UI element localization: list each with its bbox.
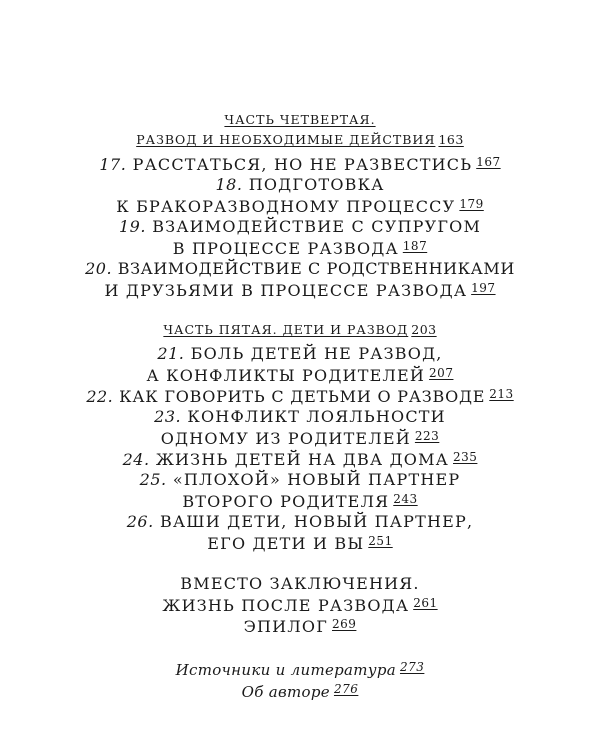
toc-entry-23[interactable] [0, 409, 600, 425]
part-four-label: ЧАСТЬ ЧЕТВЕРТАЯ. [224, 112, 376, 127]
page-number: 261 [413, 596, 438, 610]
author-title: Об авторе [241, 683, 330, 701]
chapter-title-continued: В ПРОЦЕССЕ РАЗВОДА [172, 239, 399, 258]
conclusion-title: ВМЕСТО ЗАКЛЮЧЕНИЯ. [180, 574, 420, 593]
page-number: 197 [471, 281, 496, 295]
chapter-title-continued: ЕГО ДЕТИ И ВЫ [207, 534, 365, 553]
chapter-title: КОНФЛИКТ ЛОЯЛЬНОСТИ [187, 407, 446, 426]
toc-entry-epilogue[interactable] [0, 618, 600, 635]
sources-title: Источники и литература [175, 661, 396, 679]
page-number: 187 [402, 239, 428, 253]
chapter-number: 26. [126, 512, 154, 531]
part-five-page-number: 203 [411, 322, 437, 337]
toc-entry-21[interactable] [0, 346, 600, 362]
toc-entry-author[interactable] [0, 683, 600, 700]
toc-entry-20-continued[interactable] [0, 282, 600, 299]
toc-entry-conclusion-continued[interactable] [0, 597, 600, 614]
toc-entry-25[interactable] [0, 472, 600, 488]
chapter-title: БОЛЬ ДЕТЕЙ НЕ РАЗВОД, [190, 344, 443, 363]
chapter-title-continued: ВТОРОГО РОДИТЕЛЯ [182, 492, 390, 511]
chapter-number: 23. [154, 407, 182, 426]
toc-entry-26[interactable] [0, 514, 600, 530]
chapter-title: ВАШИ ДЕТИ, НОВЫЙ ПАРТНЕР, [159, 512, 474, 531]
chapter-title-continued: А КОНФЛИКТЫ РОДИТЕЛЕЙ [146, 366, 426, 385]
page-number: 251 [368, 534, 393, 548]
page-number: 235 [453, 450, 478, 464]
part-four-heading [0, 114, 600, 127]
chapter-number: 20. [85, 259, 113, 278]
toc-entry-17[interactable] [0, 156, 600, 173]
chapter-title-continued: ОДНОМУ ИЗ РОДИТЕЛЕЙ [160, 429, 411, 448]
part-four-page-number: 163 [438, 132, 464, 147]
chapter-number: 17. [99, 155, 127, 174]
chapter-number: 22. [86, 387, 114, 406]
page-number: 207 [429, 366, 454, 380]
conclusion-subtitle: ЖИЗНЬ ПОСЛЕ РАЗВОДА [162, 596, 410, 615]
toc-entry-conclusion[interactable] [0, 576, 600, 592]
toc-entry-18[interactable] [0, 177, 600, 193]
part-five-heading[interactable] [0, 324, 600, 337]
toc-entry-sources[interactable] [0, 661, 600, 678]
page-number: 243 [393, 492, 418, 506]
chapter-number: 24. [122, 450, 150, 469]
page-number: 276 [333, 682, 359, 696]
page-number: 213 [489, 387, 514, 401]
chapter-title-continued: И ДРУЗЬЯМИ В ПРОЦЕССЕ РАЗВОДА [104, 281, 468, 300]
part-five-title: ЧАСТЬ ПЯТАЯ. ДЕТИ И РАЗВОД [163, 322, 409, 337]
page-number: 167 [476, 155, 501, 169]
chapter-number: 19. [118, 217, 146, 236]
toc-entry-19[interactable] [0, 219, 600, 235]
toc-entry-26-continued[interactable] [0, 535, 600, 552]
toc-entry-22[interactable] [0, 388, 600, 405]
chapter-number: 21. [157, 344, 185, 363]
page-number: 269 [332, 617, 357, 631]
chapter-title: КАК ГОВОРИТЬ С ДЕТЬМИ О РАЗВОДЕ [119, 387, 486, 406]
toc-entry-19-continued[interactable] [0, 240, 600, 257]
chapter-number: 25. [139, 470, 167, 489]
toc-entry-18-continued[interactable] [0, 198, 600, 215]
page-number: 223 [414, 429, 440, 443]
chapter-title: ВЗАИМОДЕЙСТВИЕ С РОДСТВЕННИКАМИ [117, 259, 515, 278]
part-four-subtitle[interactable] [0, 134, 600, 147]
chapter-title-continued: К БРАКОРАЗВОДНОМУ ПРОЦЕССУ [116, 197, 456, 216]
part-four-title: РАЗВОД И НЕОБХОДИМЫЕ ДЕЙСТВИЯ [136, 132, 436, 147]
chapter-title: ПОДГОТОВКА [248, 175, 385, 194]
toc-entry-24[interactable] [0, 451, 600, 468]
toc-entry-21-continued[interactable] [0, 367, 600, 384]
chapter-number: 18. [215, 175, 243, 194]
toc-entry-20[interactable] [0, 261, 600, 277]
epilogue-title: ЭПИЛОГ [243, 617, 328, 636]
page-number: 273 [399, 660, 425, 674]
toc-entry-25-continued[interactable] [0, 493, 600, 510]
chapter-title: ВЗАИМОДЕЙСТВИЕ С СУПРУГОМ [152, 217, 482, 236]
chapter-title: ЖИЗНЬ ДЕТЕЙ НА ДВА ДОМА [155, 450, 449, 469]
page-number: 179 [459, 197, 484, 211]
chapter-title: РАССТАТЬСЯ, НО НЕ РАЗВЕСТИСЬ [132, 155, 473, 174]
toc-entry-23-continued[interactable] [0, 430, 600, 447]
chapter-title: «ПЛОХОЙ» НОВЫЙ ПАРТНЕР [172, 470, 461, 489]
